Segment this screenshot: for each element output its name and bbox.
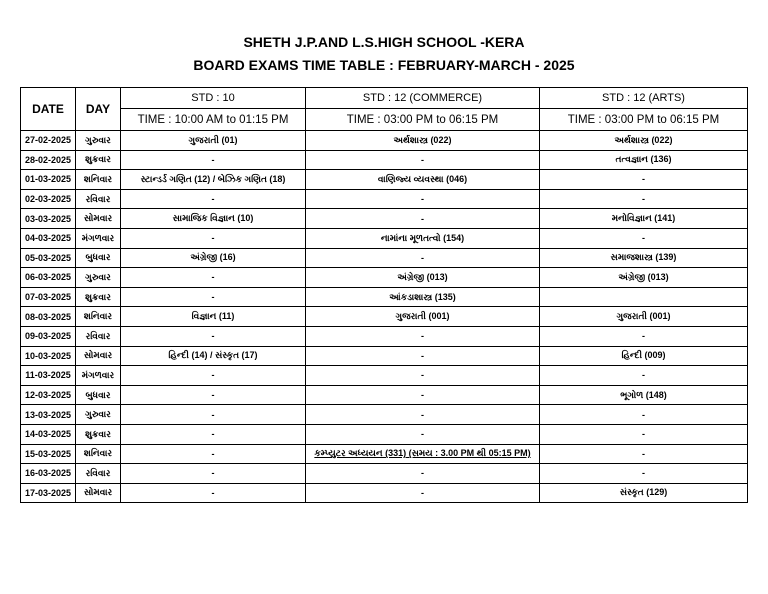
date-cell: 05-03-2025 xyxy=(21,248,76,268)
std12-commerce-subject-cell: આંકડાશાસ્ત્ર (135) xyxy=(306,287,540,307)
std12-arts-subject-cell: - xyxy=(540,424,748,444)
std10-subject-cell: - xyxy=(121,228,306,248)
date-cell: 11-03-2025 xyxy=(21,366,76,386)
table-row xyxy=(21,424,748,444)
std10-subject-cell: - xyxy=(121,483,306,503)
day-cell: મંગળવાર xyxy=(76,228,121,248)
std10-subject-cell: - xyxy=(121,424,306,444)
day-cell: બુધવાર xyxy=(76,248,121,268)
std12-arts-subject-cell: - xyxy=(540,366,748,386)
table-row xyxy=(21,131,748,151)
std12-commerce-subject-cell: - xyxy=(306,346,540,366)
std12-commerce-subject-cell: - xyxy=(306,248,540,268)
date-cell: 10-03-2025 xyxy=(21,346,76,366)
std12-commerce-subject-cell: ગુજરાતી (001) xyxy=(306,307,540,327)
date-cell: 02-03-2025 xyxy=(21,189,76,209)
std10-header: STD : 10 xyxy=(121,88,306,109)
std12-commerce-subject-cell xyxy=(306,444,540,464)
std12-commerce-subject-cell: - xyxy=(306,405,540,425)
table-row xyxy=(21,366,748,386)
std12-arts-subject-cell: - xyxy=(540,189,748,209)
std12-arts-subject-cell: - xyxy=(540,170,748,190)
day-cell: સોમવાર xyxy=(76,483,121,503)
exam-timetable xyxy=(20,87,748,503)
date-cell: 17-03-2025 xyxy=(21,483,76,503)
table-row xyxy=(21,248,748,268)
std12-arts-subject-cell: - xyxy=(540,405,748,425)
table-row xyxy=(21,189,748,209)
std10-subject-cell: - xyxy=(121,444,306,464)
date-cell: 12-03-2025 xyxy=(21,385,76,405)
std10-subject-cell: - xyxy=(121,385,306,405)
std10-subject-cell: અંગ્રેજી (16) xyxy=(121,248,306,268)
table-row xyxy=(21,385,748,405)
day-cell: સોમવાર xyxy=(76,209,121,229)
date-cell: 15-03-2025 xyxy=(21,444,76,464)
table-row xyxy=(21,170,748,190)
date-cell: 08-03-2025 xyxy=(21,307,76,327)
std10-time: TIME : 10:00 AM to 01:15 PM xyxy=(121,109,306,131)
std10-subject-cell: - xyxy=(121,287,306,307)
table-row xyxy=(21,346,748,366)
std12-commerce-subject-cell: - xyxy=(306,366,540,386)
day-cell: શનિવાર xyxy=(76,444,121,464)
day-cell: ગુરુવાર xyxy=(76,405,121,425)
std12-commerce-subject-cell: - xyxy=(306,483,540,503)
std12-arts-subject-cell: સંસ્કૃત (129) xyxy=(540,483,748,503)
table-row xyxy=(21,444,748,464)
table-row xyxy=(21,209,748,229)
std10-subject-cell: હિન્દી (14) / સંસ્કૃત (17) xyxy=(121,346,306,366)
std12-commerce-subject-cell: - xyxy=(306,424,540,444)
table-row xyxy=(21,228,748,248)
timetable-body xyxy=(21,131,748,503)
std12-arts-subject-cell: ગુજરાતી (001) xyxy=(540,307,748,327)
day-cell: રવિવાર xyxy=(76,464,121,484)
std12-arts-subject-cell: - xyxy=(540,228,748,248)
day-cell: ગુરુવાર xyxy=(76,131,121,151)
date-cell: 01-03-2025 xyxy=(21,170,76,190)
day-column-header: DAY xyxy=(76,88,121,131)
day-cell: મંગળવાર xyxy=(76,366,121,386)
std12-arts-subject-cell: - xyxy=(540,464,748,484)
std12-arts-header: STD : 12 (ARTS) xyxy=(540,88,748,109)
underlined-subject-text: કમ્પ્યુટર અધ્યયન (331) (સમય : 3.00 PM થી 05:15 PM) xyxy=(314,448,531,459)
std10-subject-cell: - xyxy=(121,150,306,170)
std12-arts-subject-cell xyxy=(540,287,748,307)
std10-subject-cell: - xyxy=(121,405,306,425)
table-row xyxy=(21,464,748,484)
date-cell: 27-02-2025 xyxy=(21,131,76,151)
std10-subject-cell: - xyxy=(121,366,306,386)
std12-arts-subject-cell: - xyxy=(540,444,748,464)
std12-arts-subject-cell: ભૂગોળ (148) xyxy=(540,385,748,405)
table-row xyxy=(21,326,748,346)
date-cell: 07-03-2025 xyxy=(21,287,76,307)
date-cell: 13-03-2025 xyxy=(21,405,76,425)
day-cell: સોમવાર xyxy=(76,346,121,366)
date-column-header: DATE xyxy=(21,88,76,131)
date-cell: 03-03-2025 xyxy=(21,209,76,229)
date-cell: 16-03-2025 xyxy=(21,464,76,484)
day-cell: શનિવાર xyxy=(76,170,121,190)
std12-commerce-subject-cell: - xyxy=(306,385,540,405)
std12-commerce-subject-cell: અર્થશાસ્ત્ર (022) xyxy=(306,131,540,151)
std10-subject-cell: ગુજરાતી (01) xyxy=(121,131,306,151)
std10-subject-cell: - xyxy=(121,326,306,346)
table-row xyxy=(21,287,748,307)
std12-arts-subject-cell: તત્વજ્ઞાન (136) xyxy=(540,150,748,170)
table-row xyxy=(21,268,748,288)
day-cell: શુક્રવાર xyxy=(76,287,121,307)
std12-arts-subject-cell: મનોવિજ્ઞાન (141) xyxy=(540,209,748,229)
std12-arts-subject-cell: અર્થશાસ્ત્ર (022) xyxy=(540,131,748,151)
std12-commerce-subject-cell: નામાંના મૂળતત્વો (154) xyxy=(306,228,540,248)
date-cell: 06-03-2025 xyxy=(21,268,76,288)
std12-commerce-subject-cell: - xyxy=(306,150,540,170)
date-cell: 09-03-2025 xyxy=(21,326,76,346)
std12-arts-subject-cell: - xyxy=(540,326,748,346)
date-cell: 04-03-2025 xyxy=(21,228,76,248)
std10-subject-cell: સ્ટાન્ડર્ડ ગણિત (12) / બેઝિક ગણિત (18) xyxy=(121,170,306,190)
std12-commerce-subject-cell: - xyxy=(306,209,540,229)
day-cell: બુધવાર xyxy=(76,385,121,405)
day-cell: રવિવાર xyxy=(76,189,121,209)
std10-subject-cell: - xyxy=(121,268,306,288)
std12-commerce-subject-cell: અંગ્રેજી (013) xyxy=(306,268,540,288)
timetable-title: BOARD EXAMS TIME TABLE : FEBRUARY-MARCH - 2025 xyxy=(193,57,575,73)
std12-arts-time: TIME : 03:00 PM to 06:15 PM xyxy=(540,109,748,131)
day-cell: શુક્રવાર xyxy=(76,150,121,170)
school-name: SHETH J.P.AND L.S.HIGH SCHOOL -KERA xyxy=(243,34,525,50)
table-row xyxy=(21,483,748,503)
date-cell: 28-02-2025 xyxy=(21,150,76,170)
table-row xyxy=(21,150,748,170)
day-cell: શનિવાર xyxy=(76,307,121,327)
std12-arts-subject-cell: અંગ્રેજી (013) xyxy=(540,268,748,288)
std12-commerce-subject-cell: વાણિજ્ય વ્યવસ્થા (046) xyxy=(306,170,540,190)
date-cell: 14-03-2025 xyxy=(21,424,76,444)
day-cell: ગુરુવાર xyxy=(76,268,121,288)
std12-commerce-header: STD : 12 (COMMERCE) xyxy=(306,88,540,109)
std12-commerce-time: TIME : 03:00 PM to 06:15 PM xyxy=(306,109,540,131)
table-row xyxy=(21,405,748,425)
day-cell: રવિવાર xyxy=(76,326,121,346)
std10-subject-cell: - xyxy=(121,189,306,209)
std10-subject-cell: સામાજિક વિજ્ઞાન (10) xyxy=(121,209,306,229)
table-row xyxy=(21,307,748,327)
std10-subject-cell: વિજ્ઞાન (11) xyxy=(121,307,306,327)
day-cell: શુક્રવાર xyxy=(76,424,121,444)
std12-commerce-subject-cell: - xyxy=(306,464,540,484)
std12-commerce-subject-cell: - xyxy=(306,189,540,209)
std10-subject-cell: - xyxy=(121,464,306,484)
std12-arts-subject-cell: હિન્દી (009) xyxy=(540,346,748,366)
std12-commerce-subject-cell: - xyxy=(306,326,540,346)
std12-arts-subject-cell: સમાજશાસ્ત્ર (139) xyxy=(540,248,748,268)
